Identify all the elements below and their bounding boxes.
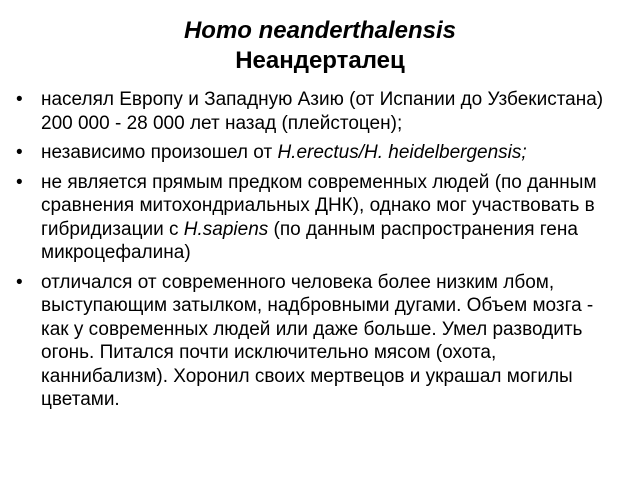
bullet-item-anatomy [0, 271, 640, 412]
bullet-list [0, 88, 640, 418]
bullet-marker: • [16, 142, 23, 163]
bullet-italic-species: H.erectus/H. heidelbergensis; [277, 142, 527, 163]
bullet-text: отличался от современного человека более низким лбом, выступающим затылком, надбровными дугами. Объем мозга - как у современных людей или даже больше. Умел разводить огонь. Питался почти исключительно мясом (охота, каннибализм). Хоронил своих мертвецов и украшал могилы цветами. [41, 271, 594, 410]
title-latin-name: Homo neanderthalensis [183, 17, 457, 44]
bullet-item-origin [0, 141, 640, 165]
bullet-text: населял Европу и Западную Азию (от Испании до Узбекистана) 200 000 - 28 000 лет назад (плейстоцен); [41, 89, 604, 134]
bullet-item-range [0, 88, 640, 135]
slide-title [0, 16, 640, 76]
bullet-marker: • [16, 89, 23, 110]
bullet-text: не является прямым предком современных людей (по данным сравнения митохондриальных ДНК), однако мог участвовать в гибридизации с [41, 171, 597, 240]
bullet-text: независимо произошел от [41, 142, 278, 163]
title-common-name: Неандерталец [235, 47, 405, 74]
bullet-marker: • [16, 171, 23, 193]
bullet-italic-species: H.sapiens [183, 218, 269, 240]
bullet-item-ancestry [0, 171, 640, 265]
bullet-text-after: (по данным распространения гена микроцефалина) [41, 218, 578, 263]
bullet-marker: • [16, 271, 23, 293]
